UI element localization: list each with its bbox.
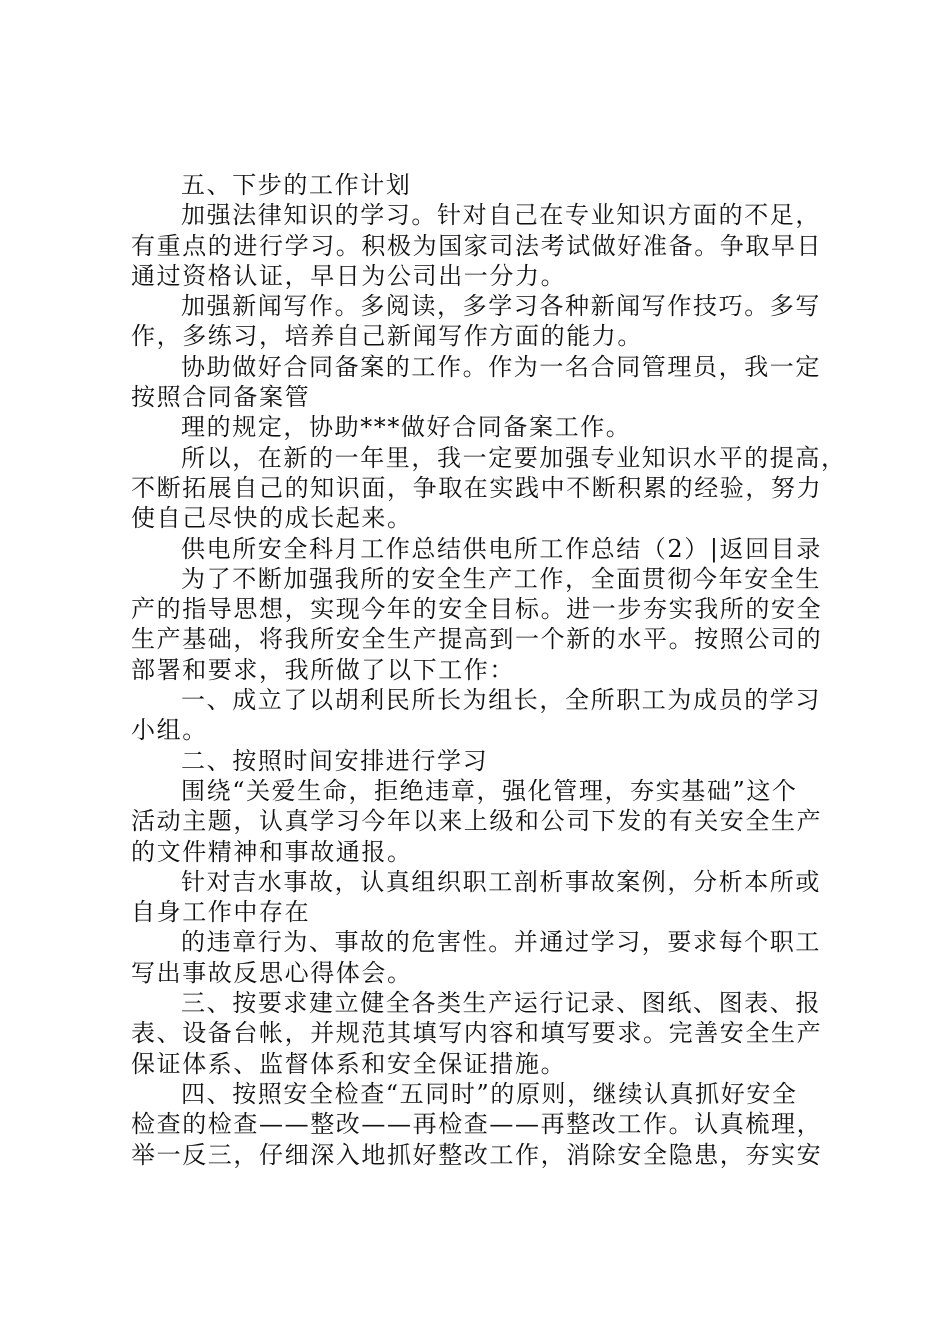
document-line: 供电所安全科月工作总结供电所工作总结（2）|返回目录 xyxy=(181,534,822,563)
document-line: 保证体系、监督体系和安全保证措施。 xyxy=(131,1049,567,1078)
document-line: 产的指导思想，实现今年的安全目标。进一步夯实我所的安全 xyxy=(131,595,823,624)
document-line: 针对吉水事故，认真组织职工剖析事故案例，分析本所或 xyxy=(181,867,821,896)
document-line: 理的规定，协助***做好合同备案工作。 xyxy=(181,413,632,442)
document-line: 为了不断加强我所的安全生产工作，全面贯彻今年安全生 xyxy=(181,564,821,593)
document-line: 加强法律知识的学习。针对自己在专业知识方面的不足， xyxy=(181,201,821,230)
document-line: 生产基础，将我所安全生产提高到一个新的水平。按照公司的 xyxy=(131,625,823,654)
document-line: 不断拓展自己的知识面，争取在实践中不断积累的经验，努力 xyxy=(131,473,823,502)
document-line: 有重点的进行学习。积极为国家司法考试做好准备。争取早日 xyxy=(131,231,823,260)
document-line: 加强新闻写作。多阅读，多学习各种新闻写作技巧。多写 xyxy=(181,292,821,321)
document-line: 小组。 xyxy=(131,716,208,745)
document-line: 写出事故反思心得体会。 xyxy=(131,958,413,987)
document-line: 表、设备台帐，并规范其填写内容和填写要求。完善安全生产 xyxy=(131,1019,823,1048)
document-line: 作，多练习，培养自己新闻写作方面的能力。 xyxy=(131,322,643,351)
document-line: 一、成立了以胡利民所长为组长，全所职工为成员的学习 xyxy=(181,686,821,715)
document-line: 自身工作中存在 xyxy=(131,898,311,927)
document-line: 使自己尽快的成长起来。 xyxy=(131,504,413,533)
document-line: 通过资格认证，早日为公司出一分力。 xyxy=(131,261,567,290)
document-line: 部署和要求，我所做了以下工作： xyxy=(131,655,515,684)
document-line: 活动主题，认真学习今年以来上级和公司下发的有关安全生产 xyxy=(131,807,823,836)
document-line: 按照合同备案管 xyxy=(131,383,311,412)
document-body xyxy=(131,170,847,1170)
document-line: 二、按照时间安排进行学习 xyxy=(181,746,489,775)
document-line: 所以，在新的一年里，我一定要加强专业知识水平的提高， xyxy=(181,443,847,472)
document-line: 四、按照安全检查“五同时”的原则，继续认真抓好安全 xyxy=(181,1079,798,1108)
document-line: 协助做好合同备案的工作。作为一名合同管理员，我一定 xyxy=(181,352,821,381)
document-line: 三、按要求建立健全各类生产运行记录、图纸、图表、报 xyxy=(181,989,821,1018)
document-line: 举一反三，仔细深入地抓好整改工作，消除安全隐患，夯实安 xyxy=(131,1140,823,1169)
document-line: 围绕“关爱生命，拒绝违章，强化管理，夯实基础”这个 xyxy=(181,776,798,805)
document-line: 的违章行为、事故的危害性。并通过学习，要求每个职工 xyxy=(181,928,821,957)
document-line: 的文件精神和事故通报。 xyxy=(131,837,413,866)
document-line: 五、下步的工作计划 xyxy=(181,171,412,199)
document-line: 检查的检查——整改——再检查——再整改工作。认真梳理， xyxy=(131,1110,823,1139)
